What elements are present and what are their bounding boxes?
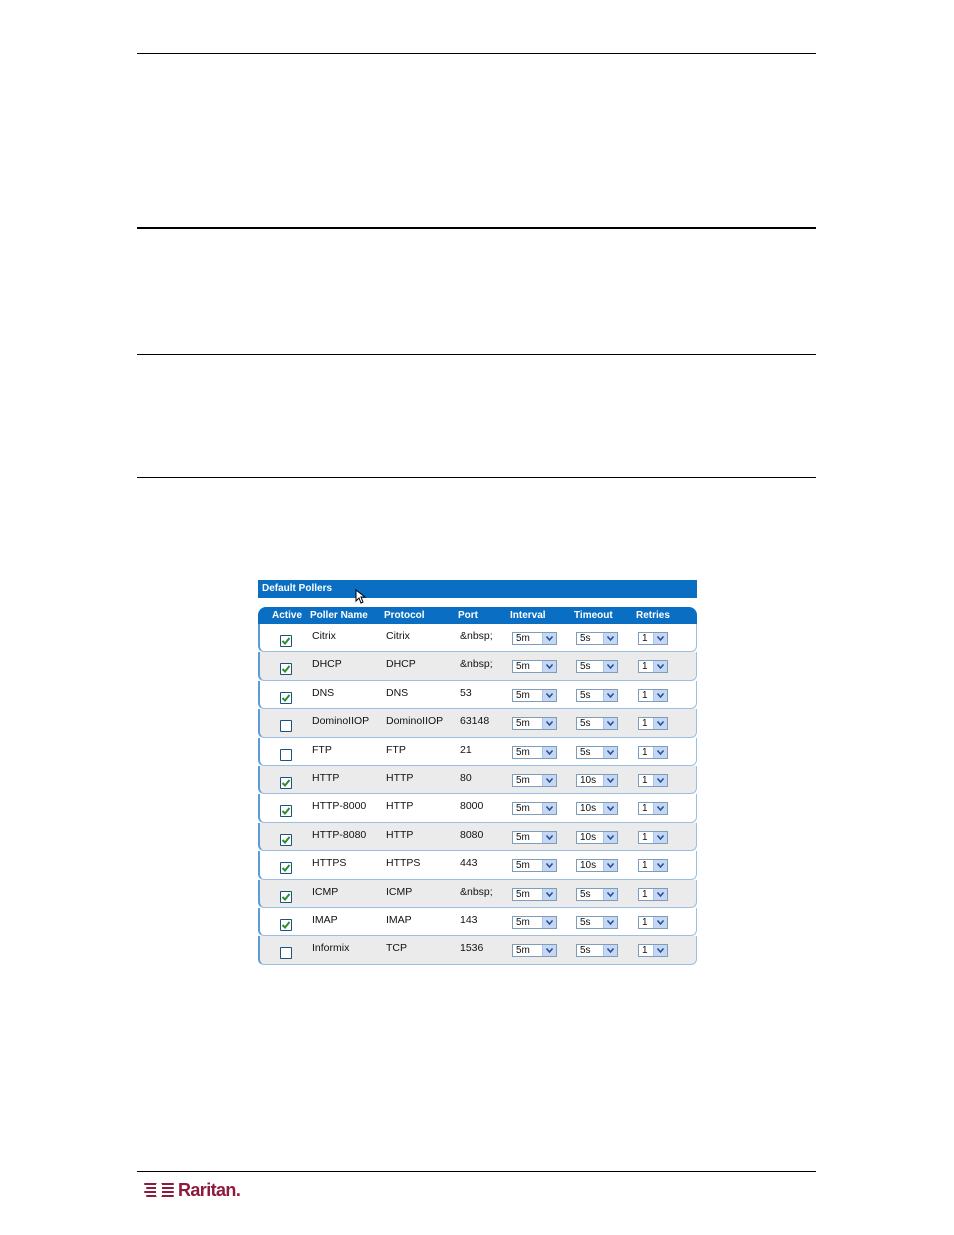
timeout-value: 10s (580, 860, 597, 872)
timeout-select[interactable] (576, 831, 618, 844)
active-checkbox[interactable] (280, 862, 292, 874)
interval-value: 5m (516, 916, 530, 928)
interval-select[interactable] (512, 632, 557, 645)
cell-name: IMAP (312, 913, 338, 926)
interval-select[interactable] (512, 859, 557, 872)
checkmark-icon (281, 920, 291, 930)
interval-value: 5m (516, 831, 530, 843)
checkmark-icon (281, 693, 291, 703)
timeout-value: 5s (580, 888, 591, 900)
header-rule (137, 53, 816, 54)
checkmark-icon (281, 636, 291, 646)
retries-value: 1 (642, 774, 648, 786)
logo-text: Raritan. (178, 1180, 241, 1200)
retries-select[interactable] (638, 888, 668, 901)
interval-value: 5m (516, 661, 530, 673)
cell-port: 8000 (460, 800, 484, 813)
cell-port: 443 (460, 857, 478, 870)
retries-value: 1 (642, 860, 648, 872)
timeout-select[interactable] (576, 944, 618, 957)
col-retries[interactable]: Retries (636, 610, 670, 621)
section-rule-3 (137, 477, 816, 478)
chevron-down-icon[interactable] (603, 690, 617, 701)
cell-name: HTTP (312, 771, 340, 784)
chevron-down-icon[interactable] (542, 889, 556, 900)
retries-select[interactable] (638, 660, 668, 673)
table-row (258, 681, 697, 709)
table-row (258, 652, 697, 680)
timeout-select[interactable] (576, 746, 618, 759)
interval-value: 5m (516, 718, 530, 730)
table-row (258, 794, 697, 822)
retries-value: 1 (642, 803, 648, 815)
checkmark-icon (281, 863, 291, 873)
pollers-table (258, 624, 697, 965)
col-poller-name[interactable]: Poller Name (310, 610, 368, 621)
interval-select[interactable] (512, 689, 557, 702)
timeout-select[interactable] (576, 859, 618, 872)
col-timeout[interactable]: Timeout (574, 610, 613, 621)
timeout-value: 5s (580, 661, 591, 673)
chevron-down-icon[interactable] (542, 633, 556, 644)
panel-title: Default Pollers (258, 580, 697, 598)
chevron-down-icon[interactable] (542, 832, 556, 843)
interval-select[interactable] (512, 888, 557, 901)
table-row (258, 738, 697, 766)
retries-select[interactable] (638, 802, 668, 815)
retries-value: 1 (642, 633, 648, 644)
timeout-value: 10s (580, 774, 597, 786)
cell-protocol: HTTPS (386, 857, 421, 870)
timeout-select[interactable] (576, 888, 618, 901)
retries-select[interactable] (638, 746, 668, 759)
chevron-down-icon[interactable] (542, 803, 556, 814)
chevron-down-icon[interactable] (653, 633, 667, 644)
chevron-down-icon[interactable] (603, 803, 617, 814)
chevron-down-icon[interactable] (653, 803, 667, 814)
table-row (258, 936, 697, 964)
table-header (258, 607, 697, 624)
table-row (258, 851, 697, 879)
active-checkbox[interactable] (280, 692, 292, 704)
cell-name: Citrix (312, 630, 336, 642)
active-checkbox[interactable] (280, 720, 292, 732)
cell-port: 53 (460, 686, 472, 699)
chevron-down-icon[interactable] (603, 633, 617, 644)
default-pollers-panel (258, 580, 697, 968)
cell-port: 143 (460, 913, 478, 926)
retries-select[interactable] (638, 944, 668, 957)
active-checkbox[interactable] (280, 805, 292, 817)
cell-protocol: DHCP (386, 658, 416, 671)
chevron-down-icon[interactable] (603, 889, 617, 900)
retries-value: 1 (642, 831, 648, 843)
chevron-down-icon[interactable] (603, 860, 617, 871)
retries-value: 1 (642, 689, 648, 701)
cell-name: HTTP-8080 (312, 828, 367, 841)
cell-protocol: DNS (386, 686, 409, 699)
cell-protocol: HTTP (386, 828, 414, 841)
chevron-down-icon[interactable] (603, 832, 617, 843)
interval-select[interactable] (512, 944, 557, 957)
interval-value: 5m (516, 689, 530, 701)
interval-select[interactable] (512, 831, 557, 844)
cell-protocol: FTP (386, 743, 406, 756)
timeout-value: 5s (580, 689, 591, 701)
cell-port: &nbsp; (460, 630, 493, 642)
retries-value: 1 (642, 746, 648, 758)
active-checkbox[interactable] (280, 834, 292, 846)
cell-name: FTP (312, 743, 332, 756)
timeout-select[interactable] (576, 774, 618, 787)
chevron-down-icon[interactable] (542, 945, 556, 956)
timeout-select[interactable] (576, 717, 618, 730)
cell-protocol: HTTP (386, 771, 414, 784)
chevron-down-icon[interactable] (542, 860, 556, 871)
interval-value: 5m (516, 945, 530, 957)
raritan-mark-icon (144, 1180, 176, 1200)
cell-port: 63148 (460, 715, 490, 728)
checkmark-icon (281, 806, 291, 816)
interval-select[interactable] (512, 802, 557, 815)
table-row (258, 709, 697, 737)
cell-name: DHCP (312, 658, 342, 671)
chevron-down-icon[interactable] (542, 747, 556, 758)
checkmark-icon (281, 664, 291, 674)
chevron-down-icon[interactable] (653, 747, 667, 758)
chevron-down-icon[interactable] (542, 690, 556, 701)
table-row (258, 880, 697, 908)
cell-port: 1536 (460, 942, 484, 955)
interval-value: 5m (516, 774, 530, 786)
active-checkbox[interactable] (280, 919, 292, 931)
chevron-down-icon[interactable] (653, 917, 667, 928)
cell-name: Informix (312, 942, 350, 955)
chevron-down-icon[interactable] (603, 718, 617, 729)
active-checkbox[interactable] (280, 663, 292, 675)
col-port[interactable]: Port (458, 610, 478, 621)
retries-select[interactable] (638, 831, 668, 844)
chevron-down-icon[interactable] (603, 661, 617, 672)
checkmark-icon (281, 778, 291, 788)
active-checkbox[interactable] (280, 777, 292, 789)
interval-select[interactable] (512, 746, 557, 759)
table-row (258, 624, 697, 652)
cell-protocol: HTTP (386, 800, 414, 813)
cell-name: DominoIIOP (312, 715, 370, 728)
table-row (258, 823, 697, 851)
section-rule-1 (137, 227, 816, 229)
timeout-value: 5s (580, 718, 591, 730)
chevron-down-icon[interactable] (542, 661, 556, 672)
retries-select[interactable] (638, 859, 668, 872)
interval-value: 5m (516, 860, 530, 872)
cell-port: 21 (460, 743, 472, 756)
section-rule-2 (137, 354, 816, 355)
cell-port: &nbsp; (460, 885, 493, 898)
retries-select[interactable] (638, 689, 668, 702)
interval-select[interactable] (512, 916, 557, 929)
active-checkbox[interactable] (280, 891, 292, 903)
chevron-down-icon[interactable] (653, 860, 667, 871)
timeout-value: 5s (580, 916, 591, 928)
chevron-down-icon[interactable] (653, 661, 667, 672)
footer-rule (137, 1171, 816, 1172)
cell-port: 80 (460, 771, 472, 784)
retries-select[interactable] (638, 717, 668, 730)
retries-select[interactable] (638, 916, 668, 929)
checkmark-icon (281, 892, 291, 902)
cell-name: HTTP-8000 (312, 800, 367, 813)
interval-value: 5m (516, 746, 530, 758)
timeout-select[interactable] (576, 916, 618, 929)
cell-protocol: IMAP (386, 913, 412, 926)
chevron-down-icon[interactable] (653, 775, 667, 786)
interval-value: 5m (516, 803, 530, 815)
timeout-value: 5s (580, 746, 591, 758)
chevron-down-icon[interactable] (542, 718, 556, 729)
cell-port: 8080 (460, 828, 484, 841)
chevron-down-icon[interactable] (653, 690, 667, 701)
active-checkbox[interactable] (280, 947, 292, 959)
cell-protocol: Citrix (386, 630, 410, 642)
table-row (258, 766, 697, 794)
active-checkbox[interactable] (280, 749, 292, 761)
timeout-value: 10s (580, 831, 597, 843)
table-row (258, 908, 697, 936)
timeout-select[interactable] (576, 802, 618, 815)
retries-select[interactable] (638, 774, 668, 787)
timeout-select[interactable] (576, 660, 618, 673)
chevron-down-icon[interactable] (542, 775, 556, 786)
timeout-value: 5s (580, 945, 591, 957)
chevron-down-icon[interactable] (653, 832, 667, 843)
chevron-down-icon[interactable] (653, 889, 667, 900)
retries-value: 1 (642, 916, 648, 928)
cell-name: HTTPS (312, 857, 347, 870)
chevron-down-icon[interactable] (653, 718, 667, 729)
col-active[interactable]: Active (272, 610, 303, 621)
cell-protocol: ICMP (386, 885, 413, 898)
chevron-down-icon[interactable] (653, 945, 667, 956)
chevron-down-icon[interactable] (603, 945, 617, 956)
interval-value: 5m (516, 633, 530, 644)
retries-value: 1 (642, 718, 648, 730)
cursor-icon (355, 589, 367, 605)
timeout-select[interactable] (576, 632, 618, 645)
chevron-down-icon[interactable] (542, 917, 556, 928)
timeout-value: 5s (580, 633, 591, 644)
retries-value: 1 (642, 945, 648, 957)
cell-protocol: DominoIIOP (386, 715, 444, 728)
raritan-logo (144, 1180, 250, 1200)
cell-port: &nbsp; (460, 658, 493, 671)
interval-value: 5m (516, 888, 530, 900)
cell-name: DNS (312, 686, 335, 699)
chevron-down-icon[interactable] (603, 775, 617, 786)
timeout-value: 10s (580, 803, 597, 815)
retries-select[interactable] (638, 632, 668, 645)
chevron-down-icon[interactable] (603, 917, 617, 928)
col-protocol[interactable]: Protocol (384, 610, 425, 621)
timeout-select[interactable] (576, 689, 618, 702)
active-checkbox[interactable] (280, 635, 292, 647)
cell-name: ICMP (312, 885, 339, 898)
checkmark-icon (281, 835, 291, 845)
cell-protocol: TCP (386, 942, 407, 955)
retries-value: 1 (642, 888, 648, 900)
chevron-down-icon[interactable] (603, 747, 617, 758)
col-interval[interactable]: Interval (510, 610, 546, 621)
interval-select[interactable] (512, 660, 557, 673)
interval-select[interactable] (512, 717, 557, 730)
interval-select[interactable] (512, 774, 557, 787)
retries-value: 1 (642, 661, 648, 673)
